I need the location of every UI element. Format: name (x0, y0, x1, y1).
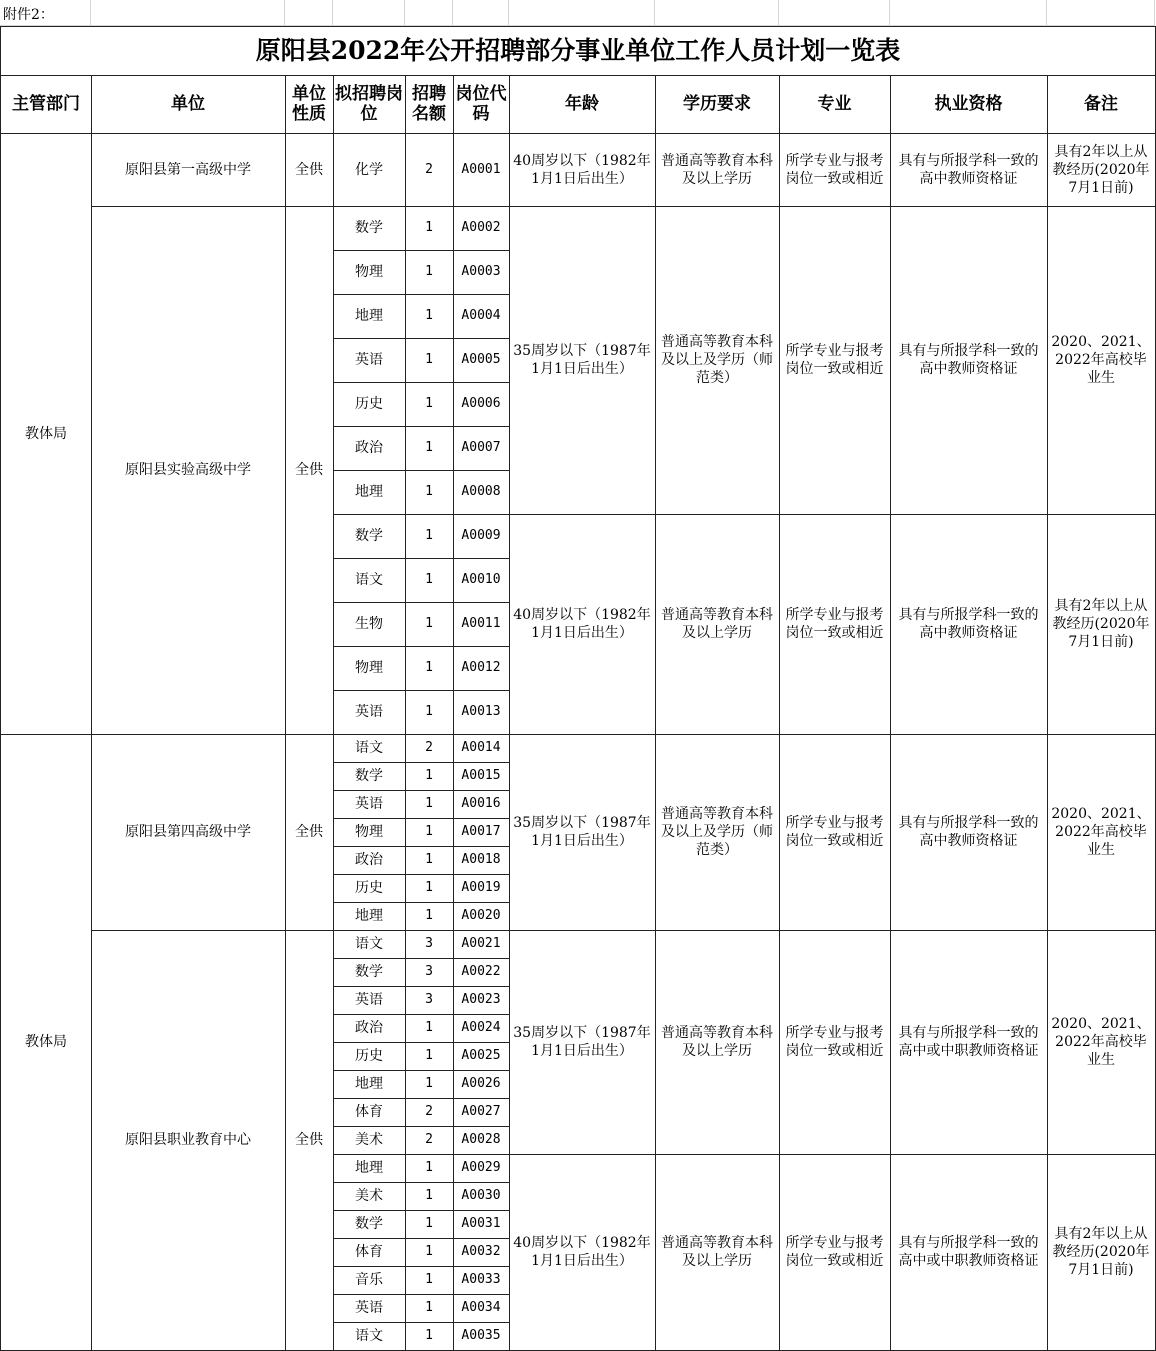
position-code-cell: A0006 (453, 382, 510, 427)
position-code-cell: A0009 (453, 514, 510, 559)
quota-cell: 1 (405, 846, 454, 875)
quota-cell: 1 (405, 470, 454, 515)
major-cell: 所学专业与报考岗位一致或相近 (779, 930, 891, 1155)
department-cell: 教体局 (0, 734, 92, 1351)
certificate-cell: 具有与所报学科一致的高中或中职教师资格证 (890, 930, 1048, 1155)
major-cell: 所学专业与报考岗位一致或相近 (779, 206, 891, 515)
unit-cell: 原阳县实验高级中学 (91, 206, 286, 735)
quota-cell: 1 (405, 558, 454, 603)
quota-cell: 1 (405, 1014, 454, 1043)
quota-cell: 1 (405, 1042, 454, 1071)
position-cell: 数学 (333, 762, 406, 791)
quota-cell: 3 (405, 958, 454, 987)
education-cell: 普通高等教育本科及以上学历 (655, 930, 780, 1155)
position-code-cell: A0034 (453, 1294, 510, 1323)
quota-cell: 2 (405, 734, 454, 763)
position-cell: 数学 (333, 958, 406, 987)
quota-cell: 1 (405, 1238, 454, 1267)
unit-cell: 原阳县第一高级中学 (91, 133, 286, 207)
header-cell: 专业 (779, 75, 891, 134)
position-code-cell: A0004 (453, 294, 510, 339)
position-code-cell: A0014 (453, 734, 510, 763)
position-cell: 政治 (333, 426, 406, 471)
position-cell: 英语 (333, 790, 406, 819)
certificate-cell: 具有与所报学科一致的高中教师资格证 (890, 133, 1048, 207)
grid-cell (779, 0, 890, 26)
grid-cell (91, 0, 285, 26)
position-cell: 体育 (333, 1098, 406, 1127)
position-code-cell: A0023 (453, 986, 510, 1015)
header-cell: 招聘名额 (405, 75, 454, 134)
unit-cell: 原阳县职业教育中心 (91, 930, 286, 1351)
certificate-cell: 具有与所报学科一致的高中教师资格证 (890, 734, 1048, 931)
age-cell: 40周岁以下（1982年1月1日后出生） (509, 1154, 656, 1351)
grid-cell (285, 0, 333, 26)
position-code-cell: A0010 (453, 558, 510, 603)
quota-cell: 3 (405, 930, 454, 959)
major-cell: 所学专业与报考岗位一致或相近 (779, 133, 891, 207)
position-cell: 英语 (333, 1294, 406, 1323)
position-cell: 地理 (333, 1070, 406, 1099)
quota-cell: 1 (405, 1182, 454, 1211)
header-cell: 岗位代码 (453, 75, 510, 134)
position-code-cell: A0029 (453, 1154, 510, 1183)
position-code-cell: A0027 (453, 1098, 510, 1127)
header-cell: 学历要求 (655, 75, 780, 134)
position-code-cell: A0001 (453, 133, 510, 207)
position-cell: 物理 (333, 250, 406, 295)
nature-cell: 全供 (285, 133, 334, 207)
quota-cell: 1 (405, 818, 454, 847)
position-cell: 体育 (333, 1238, 406, 1267)
position-code-cell: A0031 (453, 1210, 510, 1239)
position-code-cell: A0018 (453, 846, 510, 875)
education-cell: 普通高等教育本科及以上学历 (655, 1154, 780, 1351)
position-code-cell: A0007 (453, 426, 510, 471)
education-cell: 普通高等教育本科及以上及学历（师范类） (655, 206, 780, 515)
age-cell: 35周岁以下（1987年1月1日后出生） (509, 734, 656, 931)
age-cell: 40周岁以下（1982年1月1日后出生） (509, 514, 656, 735)
quota-cell: 1 (405, 1294, 454, 1323)
position-code-cell: A0012 (453, 646, 510, 691)
header-cell: 拟招聘岗位 (333, 75, 406, 134)
quota-cell: 1 (405, 294, 454, 339)
page-title: 原阳县2022年公开招聘部分事业单位工作人员计划一览表 (0, 26, 1156, 76)
position-code-cell: A0013 (453, 690, 510, 735)
age-cell: 35周岁以下（1987年1月1日后出生） (509, 930, 656, 1155)
note-cell: 2020、2021、2022年高校毕业生 (1047, 930, 1156, 1155)
nature-cell: 全供 (285, 930, 334, 1351)
position-code-cell: A0028 (453, 1126, 510, 1155)
quota-cell: 1 (405, 514, 454, 559)
note-cell: 具有2年以上从教经历(2020年7月1日前) (1047, 514, 1156, 735)
quota-cell: 2 (405, 1098, 454, 1127)
quota-cell: 1 (405, 1070, 454, 1099)
quota-cell: 1 (405, 338, 454, 383)
position-code-cell: A0024 (453, 1014, 510, 1043)
quota-cell: 1 (405, 646, 454, 691)
nature-cell: 全供 (285, 206, 334, 735)
position-code-cell: A0021 (453, 930, 510, 959)
position-cell: 历史 (333, 1042, 406, 1071)
major-cell: 所学专业与报考岗位一致或相近 (779, 1154, 891, 1351)
position-cell: 物理 (333, 646, 406, 691)
certificate-cell: 具有与所报学科一致的高中或中职教师资格证 (890, 1154, 1048, 1351)
quota-cell: 1 (405, 874, 454, 903)
unit-cell: 原阳县第四高级中学 (91, 734, 286, 931)
position-code-cell: A0026 (453, 1070, 510, 1099)
quota-cell: 1 (405, 602, 454, 647)
grid-cell (509, 0, 655, 26)
quota-cell: 1 (405, 1210, 454, 1239)
position-cell: 语文 (333, 930, 406, 959)
position-cell: 地理 (333, 902, 406, 931)
position-code-cell: A0022 (453, 958, 510, 987)
quota-cell: 1 (405, 206, 454, 251)
quota-cell: 1 (405, 762, 454, 791)
position-cell: 历史 (333, 382, 406, 427)
position-cell: 语文 (333, 558, 406, 603)
attachment-label: 附件2： (3, 7, 54, 23)
position-cell: 地理 (333, 470, 406, 515)
position-cell: 美术 (333, 1182, 406, 1211)
age-cell: 40周岁以下（1982年1月1日后出生） (509, 133, 656, 207)
note-cell: 具有2年以上从教经历(2020年7月1日前) (1047, 133, 1156, 207)
position-code-cell: A0002 (453, 206, 510, 251)
position-code-cell: A0003 (453, 250, 510, 295)
header-cell: 执业资格 (890, 75, 1048, 134)
major-cell: 所学专业与报考岗位一致或相近 (779, 734, 891, 931)
age-cell: 35周岁以下（1987年1月1日后出生） (509, 206, 656, 515)
department-cell: 教体局 (0, 133, 92, 735)
grid-cell (405, 0, 453, 26)
grid-cell (333, 0, 405, 26)
position-cell: 数学 (333, 206, 406, 251)
quota-cell: 1 (405, 1266, 454, 1295)
grid-cell (453, 0, 509, 26)
position-code-cell: A0011 (453, 602, 510, 647)
position-cell: 数学 (333, 1210, 406, 1239)
position-code-cell: A0015 (453, 762, 510, 791)
quota-cell: 1 (405, 426, 454, 471)
note-cell: 2020、2021、2022年高校毕业生 (1047, 206, 1156, 515)
header-cell: 单位性质 (285, 75, 334, 134)
education-cell: 普通高等教育本科及以上及学历（师范类） (655, 734, 780, 931)
header-cell: 单位 (91, 75, 286, 134)
position-cell: 物理 (333, 818, 406, 847)
quota-cell: 2 (405, 1126, 454, 1155)
quota-cell: 1 (405, 902, 454, 931)
header-cell: 年龄 (509, 75, 656, 134)
certificate-cell: 具有与所报学科一致的高中教师资格证 (890, 206, 1048, 515)
position-cell: 历史 (333, 874, 406, 903)
position-cell: 英语 (333, 986, 406, 1015)
position-cell: 语文 (333, 734, 406, 763)
note-cell: 2020、2021、2022年高校毕业生 (1047, 734, 1156, 931)
position-code-cell: A0019 (453, 874, 510, 903)
quota-cell: 1 (405, 250, 454, 295)
note-cell: 具有2年以上从教经历(2020年7月1日前) (1047, 1154, 1156, 1351)
position-cell: 生物 (333, 602, 406, 647)
education-cell: 普通高等教育本科及以上学历 (655, 514, 780, 735)
grid-cell (1047, 0, 1155, 26)
header-cell: 主管部门 (0, 75, 92, 134)
quota-cell: 2 (405, 133, 454, 207)
grid-cell (655, 0, 779, 26)
position-code-cell: A0030 (453, 1182, 510, 1211)
position-cell: 英语 (333, 338, 406, 383)
position-code-cell: A0020 (453, 902, 510, 931)
education-cell: 普通高等教育本科及以上学历 (655, 133, 780, 207)
position-cell: 地理 (333, 294, 406, 339)
position-code-cell: A0025 (453, 1042, 510, 1071)
position-cell: 音乐 (333, 1266, 406, 1295)
position-code-cell: A0035 (453, 1322, 510, 1351)
grid-cell (890, 0, 1047, 26)
certificate-cell: 具有与所报学科一致的高中教师资格证 (890, 514, 1048, 735)
position-code-cell: A0016 (453, 790, 510, 819)
position-code-cell: A0033 (453, 1266, 510, 1295)
position-cell: 语文 (333, 1322, 406, 1351)
position-code-cell: A0032 (453, 1238, 510, 1267)
quota-cell: 1 (405, 1154, 454, 1183)
quota-cell: 1 (405, 382, 454, 427)
position-code-cell: A0005 (453, 338, 510, 383)
nature-cell: 全供 (285, 734, 334, 931)
quota-cell: 3 (405, 986, 454, 1015)
position-cell: 政治 (333, 1014, 406, 1043)
position-cell: 英语 (333, 690, 406, 735)
position-cell: 政治 (333, 846, 406, 875)
quota-cell: 1 (405, 790, 454, 819)
position-cell: 数学 (333, 514, 406, 559)
position-code-cell: A0008 (453, 470, 510, 515)
quota-cell: 1 (405, 690, 454, 735)
position-code-cell: A0017 (453, 818, 510, 847)
position-cell: 化学 (333, 133, 406, 207)
position-cell: 地理 (333, 1154, 406, 1183)
major-cell: 所学专业与报考岗位一致或相近 (779, 514, 891, 735)
position-cell: 美术 (333, 1126, 406, 1155)
header-cell: 备注 (1047, 75, 1156, 134)
quota-cell: 1 (405, 1322, 454, 1351)
